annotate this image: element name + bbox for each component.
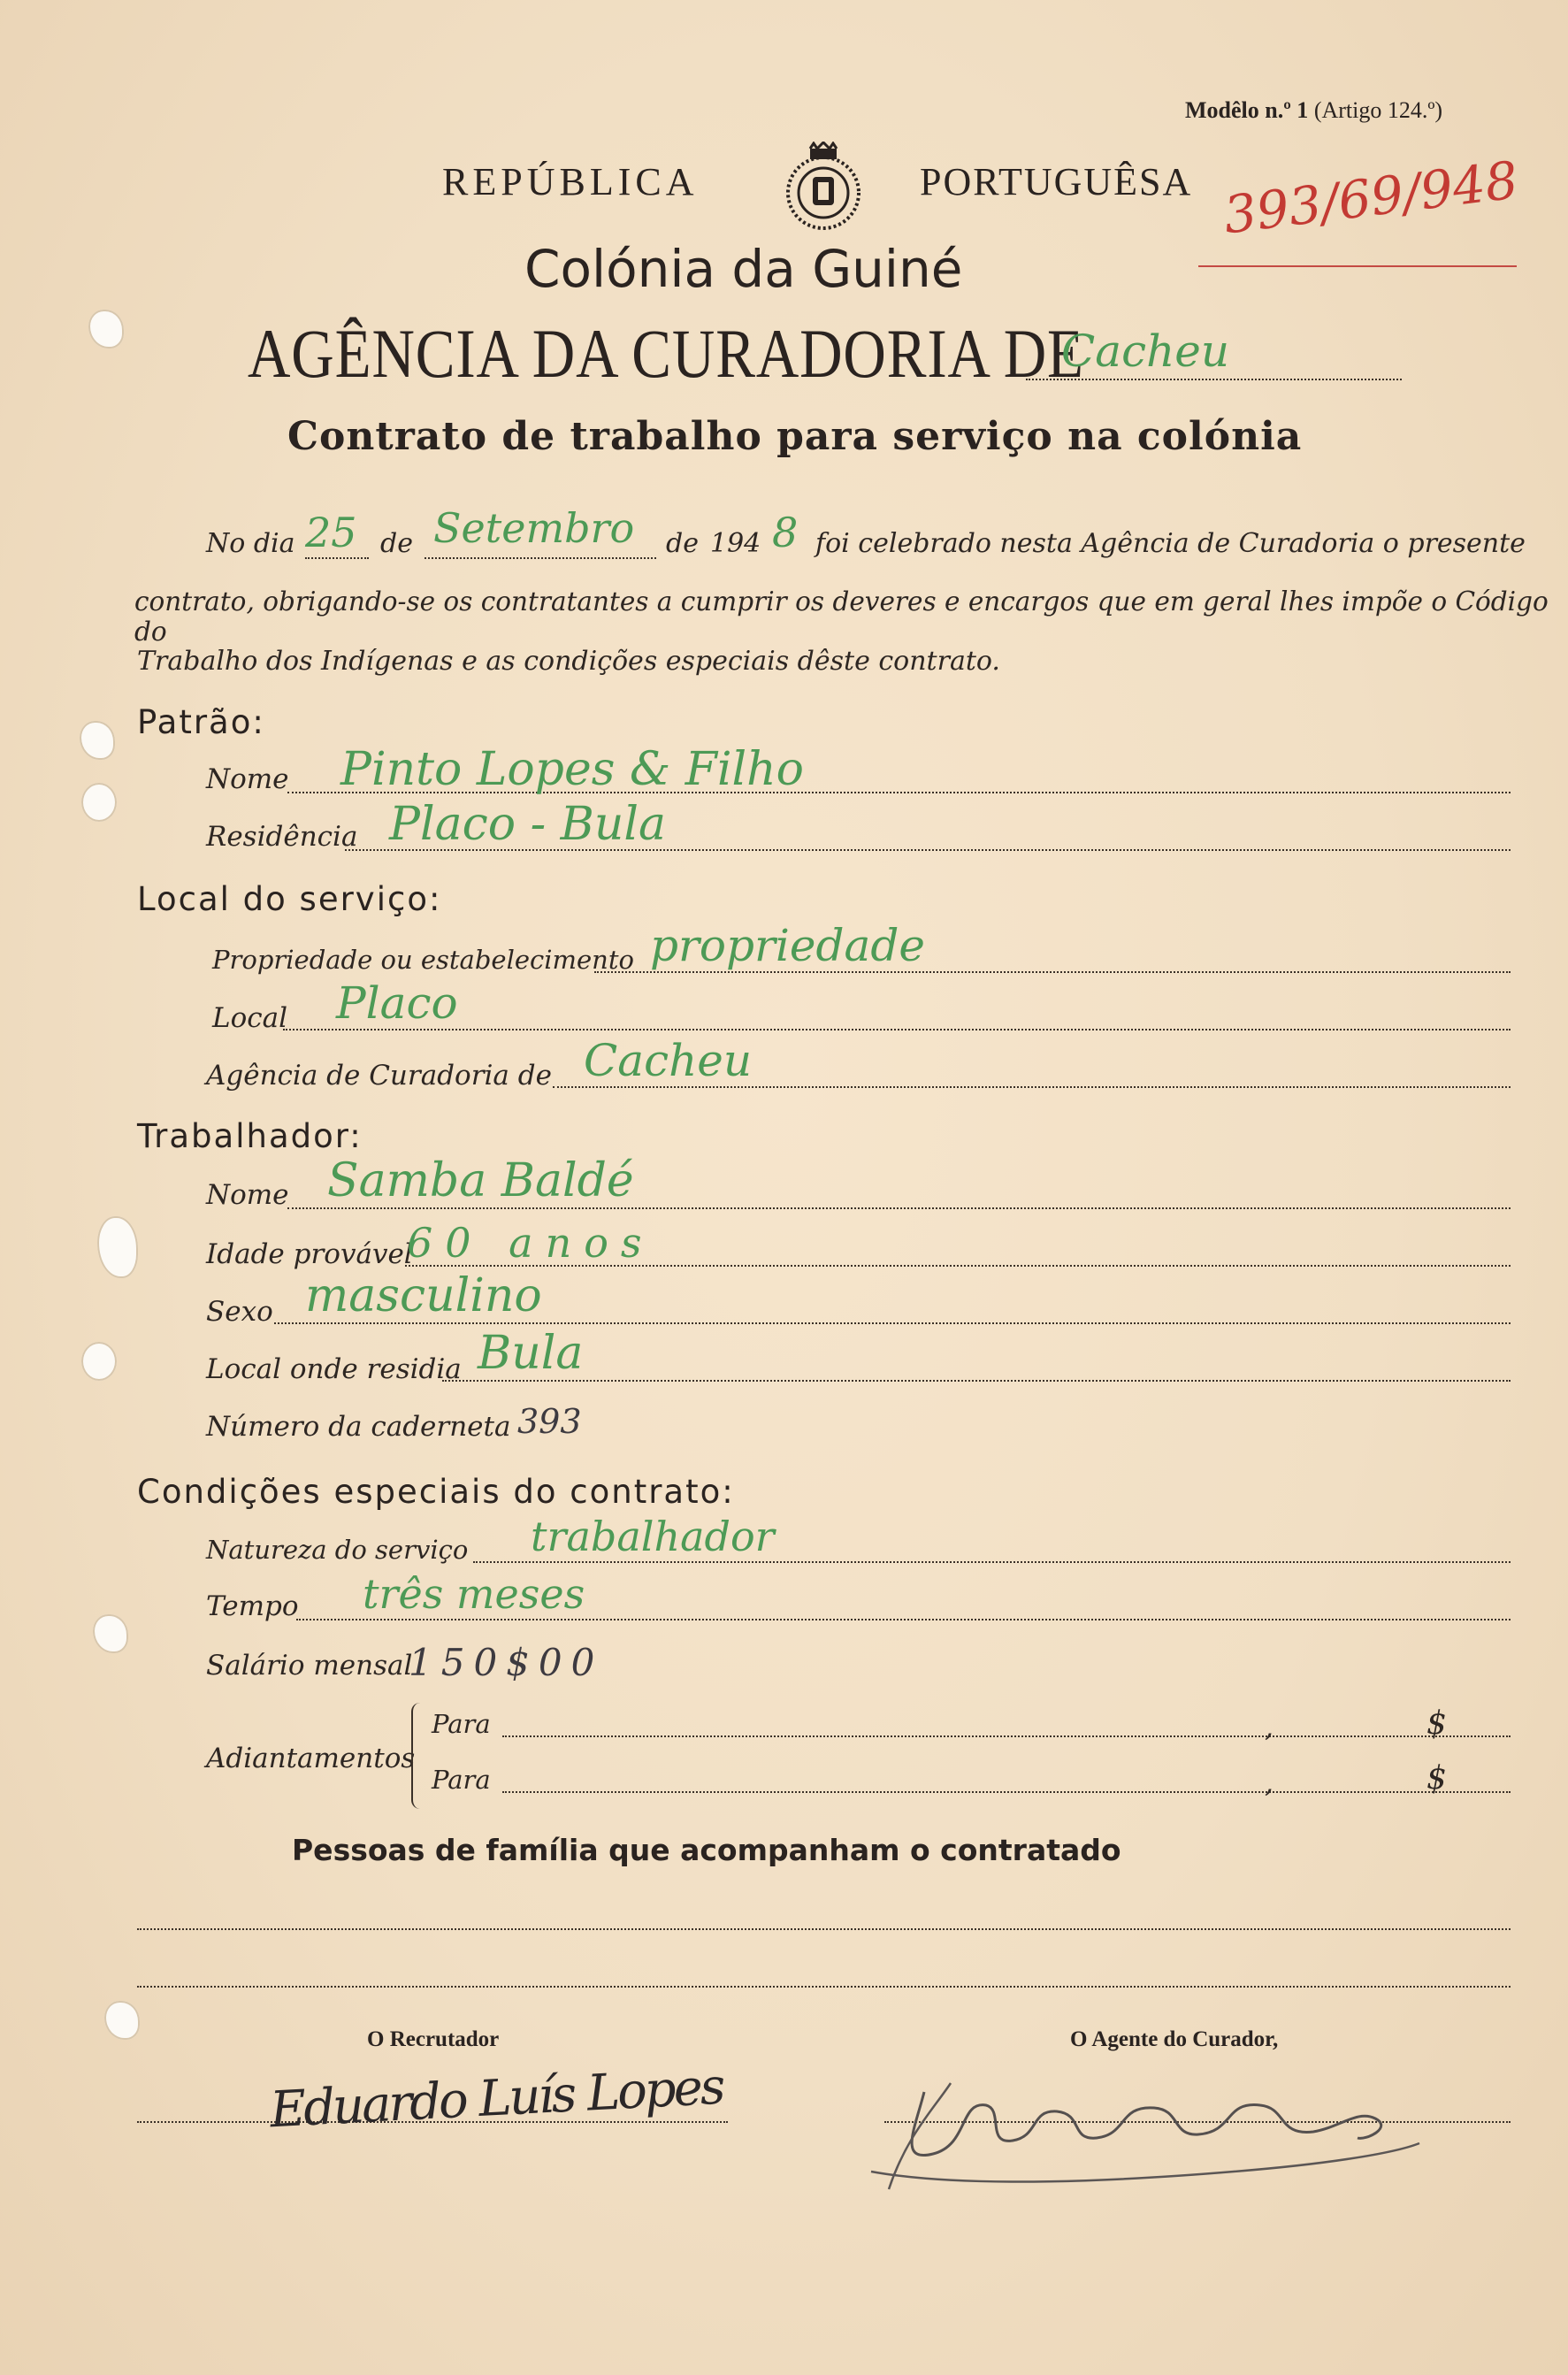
sexo-label: Sexo	[206, 1296, 273, 1328]
local-residia-label: Local onde residia	[206, 1353, 462, 1385]
propriedade-line	[594, 971, 1511, 973]
adiantamentos-label: Adiantamentos	[206, 1743, 416, 1774]
adiantamento-line-1	[502, 1735, 1511, 1737]
section-heading-condicoes: Condições especiais do contrato:	[137, 1473, 735, 1511]
tempo-line	[296, 1619, 1511, 1620]
recrutador-title: O Recrutador	[367, 2027, 500, 2051]
intro-de-1: de	[380, 528, 413, 559]
familia-line-2	[137, 1986, 1511, 1988]
adiantamento-dollar-2: $	[1426, 1760, 1447, 1797]
propriedade-label: Propriedade ou estabelecimento	[212, 945, 634, 975]
adiantamento-line-2	[502, 1791, 1511, 1793]
salario-label: Salário mensal	[206, 1650, 413, 1682]
section-heading-local-servico: Local do serviço:	[137, 880, 442, 918]
caderneta-label: Número da caderneta	[206, 1411, 511, 1443]
reference-underline	[1198, 265, 1517, 267]
day-value: 25	[305, 509, 357, 556]
adiantamento-dollar-1: $	[1426, 1705, 1447, 1742]
republica-right-text: PORTUGUÊSA	[920, 160, 1193, 203]
agencia-curadoria-value: Cacheu	[584, 1035, 753, 1086]
intro-no-dia: No dia	[206, 528, 295, 559]
form-model-number: Modêlo n.º 1 (Artigo 124.º)	[1185, 97, 1443, 123]
caderneta-value: 393	[517, 1402, 582, 1441]
salario-value: 150$00	[409, 1641, 604, 1684]
intro-line3: Trabalho dos Indígenas e as condições especiais dêste contrato.	[137, 646, 1000, 677]
punch-hole	[81, 783, 117, 822]
sexo-line	[274, 1322, 1511, 1324]
patrao-residencia-label: Residência	[206, 821, 358, 853]
familia-heading: Pessoas de família que acompanham o contratado	[292, 1833, 1121, 1867]
tempo-value: três meses	[363, 1570, 585, 1618]
trabalhador-nome-value: Samba Baldé	[327, 1154, 634, 1207]
agencia-curadoria-line	[553, 1086, 1511, 1088]
adiantamento-comma-1: ,	[1265, 1712, 1274, 1743]
month-value: Setembro	[433, 504, 635, 552]
punch-hole	[97, 1216, 138, 1278]
familia-line-1	[137, 1928, 1511, 1930]
agency-name-line	[1026, 379, 1402, 380]
punch-hole	[81, 1342, 117, 1381]
adiantamentos-brace	[411, 1703, 425, 1809]
idade-value: 60 anos	[407, 1219, 654, 1267]
colony-name: Colónia da Guiné	[524, 239, 963, 299]
natureza-label: Natureza do serviço	[206, 1535, 469, 1565]
sexo-value: masculino	[305, 1269, 542, 1322]
reference-number: 393/69/948	[1220, 149, 1522, 246]
agency-title: AGÊNCIA DA CURADORIA DE	[248, 315, 1084, 392]
punch-hole	[80, 721, 115, 760]
agency-name-value: Cacheu	[1061, 326, 1230, 377]
contract-title: Contrato de trabalho para serviço na colónia	[287, 414, 1303, 459]
agente-title: O Agente do Curador,	[1070, 2027, 1279, 2051]
natureza-value: trabalhador	[531, 1513, 775, 1560]
trabalhador-nome-line	[287, 1207, 1511, 1209]
patrao-nome-label: Nome	[206, 763, 289, 795]
local-label: Local	[212, 1002, 288, 1034]
natureza-line	[473, 1561, 1511, 1563]
section-heading-patrao: Patrão:	[137, 703, 265, 741]
adiantamento-para-2: Para	[432, 1765, 491, 1795]
intro-line1-rest: foi celebrado nesta Agência de Curadoria o presente	[815, 528, 1526, 559]
recrutador-signature: Eduardo Luís Lopes	[268, 2057, 725, 2140]
idade-label: Idade provável	[206, 1238, 413, 1270]
intro-de-2: de	[666, 528, 699, 559]
republica-left-text: REPÚBLICA	[442, 160, 699, 203]
adiantamento-para-1: Para	[432, 1709, 491, 1739]
punch-hole	[88, 310, 124, 349]
agente-signature-icon	[862, 2057, 1428, 2198]
patrao-nome-value: Pinto Lopes & Filho	[340, 743, 804, 796]
local-line	[283, 1029, 1511, 1030]
agencia-curadoria-label: Agência de Curadoria de	[206, 1060, 552, 1092]
adiantamento-comma-2: ,	[1265, 1767, 1274, 1799]
section-heading-trabalhador: Trabalhador:	[137, 1117, 363, 1155]
day-line	[305, 557, 369, 559]
patrao-residencia-value: Placo - Bula	[389, 798, 667, 851]
local-residia-line	[442, 1380, 1511, 1382]
intro-line2: contrato, obrigando-se os contratantes a cumprir os deveres e encargos que em geral lhes impõe o Código do	[134, 586, 1549, 647]
local-residia-value: Bula	[478, 1327, 584, 1380]
punch-hole	[93, 1614, 128, 1653]
year-prefix: 194	[710, 528, 761, 559]
portuguese-coat-of-arms-icon	[775, 142, 872, 239]
tempo-label: Tempo	[206, 1590, 299, 1622]
propriedade-value: propriedade	[650, 920, 925, 971]
month-line	[425, 557, 656, 559]
year-value: 8	[772, 509, 799, 556]
trabalhador-nome-label: Nome	[206, 1179, 289, 1211]
punch-hole	[104, 2001, 140, 2040]
local-value: Placo	[336, 977, 458, 1029]
